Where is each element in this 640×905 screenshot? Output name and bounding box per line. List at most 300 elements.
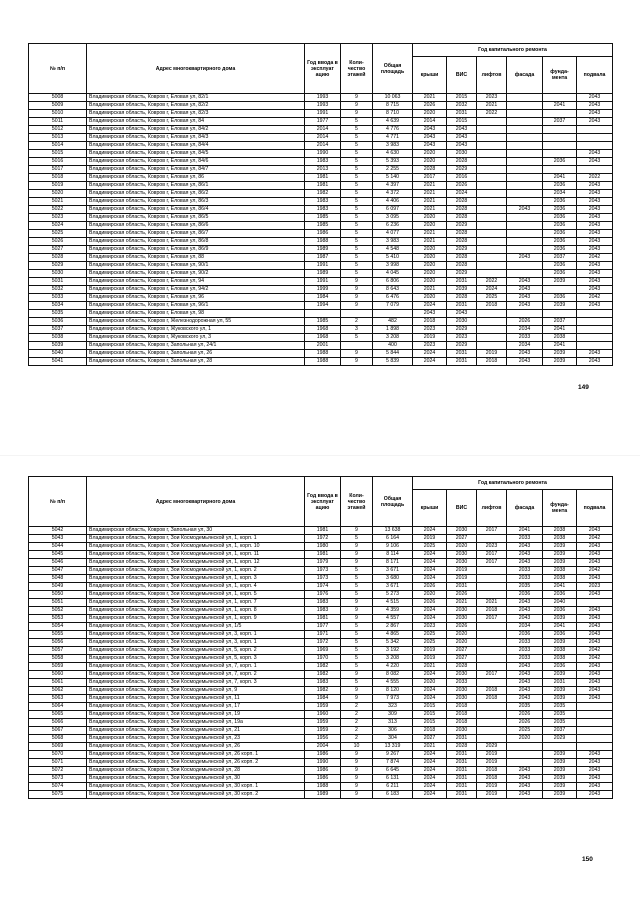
table-row bbox=[29, 599, 613, 607]
cell-basement: 2043 bbox=[577, 751, 613, 759]
cell-vis: 2028 bbox=[447, 214, 477, 222]
cell-floors: 3 bbox=[341, 326, 373, 334]
cell-lifts bbox=[477, 198, 507, 206]
table-row bbox=[29, 246, 613, 254]
table-row bbox=[29, 767, 613, 775]
cell-year: 1984 bbox=[305, 695, 341, 703]
cell-basement: 2043 bbox=[577, 695, 613, 703]
cell-basement bbox=[577, 703, 613, 711]
cell-facade bbox=[507, 158, 543, 166]
cell-facade: 2043 bbox=[507, 551, 543, 559]
cell-floors: 2 bbox=[341, 711, 373, 719]
cell-floors: 5 bbox=[341, 150, 373, 158]
cell-year: 1983 bbox=[305, 599, 341, 607]
cell-area: 1 898 bbox=[373, 326, 413, 334]
cell-address: Владимирская область, Ковров г, Еловая ул, 84/3 bbox=[87, 134, 305, 142]
table-row bbox=[29, 358, 613, 366]
cell-number: 5026 bbox=[29, 238, 87, 246]
cell-number: 5061 bbox=[29, 679, 87, 687]
cell-address: Владимирская область, Ковров г, Зои Космодемьянской ул, 1, корп. 11 bbox=[87, 551, 305, 559]
cell-number: 5059 bbox=[29, 663, 87, 671]
cell-lifts: 2019 bbox=[477, 791, 507, 799]
cell-roof: 2024 bbox=[413, 759, 447, 767]
cell-roof: 2019 bbox=[413, 655, 447, 663]
cell-address: Владимирская область, Ковров г, Зои Космодемьянской ул, 5, корп. 2 bbox=[87, 647, 305, 655]
cell-year: 1991 bbox=[305, 262, 341, 270]
cell-roof: 2021 bbox=[413, 190, 447, 198]
cell-facade: 2043 bbox=[507, 543, 543, 551]
cell-lifts: 2029 bbox=[477, 743, 507, 751]
table-row bbox=[29, 551, 613, 559]
table-row bbox=[29, 535, 613, 543]
table-row bbox=[29, 174, 613, 182]
cell-foundation: 2036 bbox=[543, 222, 577, 230]
cell-basement: 2043 bbox=[577, 94, 613, 102]
cell-area: 6 476 bbox=[373, 294, 413, 302]
cell-floors: 5 bbox=[341, 567, 373, 575]
cell-facade bbox=[507, 126, 543, 134]
header-facade: фасада bbox=[507, 490, 543, 527]
cell-number: 5032 bbox=[29, 286, 87, 294]
cell-foundation: 2038 bbox=[543, 334, 577, 342]
cell-lifts bbox=[477, 647, 507, 655]
cell-number: 5060 bbox=[29, 671, 87, 679]
cell-vis: 2030 bbox=[447, 671, 477, 679]
cell-vis: 2031 bbox=[447, 783, 477, 791]
header-repair-group: Год капитального ремонта bbox=[413, 477, 613, 490]
cell-floors: 9 bbox=[341, 294, 373, 302]
cell-foundation bbox=[543, 743, 577, 751]
cell-year: 1988 bbox=[305, 783, 341, 791]
cell-lifts bbox=[477, 655, 507, 663]
cell-basement: 2043 bbox=[577, 615, 613, 623]
cell-foundation: 2041 bbox=[543, 174, 577, 182]
cell-lifts bbox=[477, 719, 507, 727]
cell-roof: 2021 bbox=[413, 663, 447, 671]
cell-basement: 2043 bbox=[577, 631, 613, 639]
cell-roof: 2020 bbox=[413, 262, 447, 270]
cell-basement bbox=[577, 342, 613, 350]
cell-facade bbox=[507, 198, 543, 206]
cell-number: 5070 bbox=[29, 751, 87, 759]
cell-lifts: 2018 bbox=[477, 302, 507, 310]
cell-address: Владимирская область, Ковров г, Еловая ул, 84/7 bbox=[87, 166, 305, 174]
cell-number: 5028 bbox=[29, 254, 87, 262]
cell-area: 309 bbox=[373, 711, 413, 719]
cell-facade bbox=[507, 230, 543, 238]
cell-facade bbox=[507, 238, 543, 246]
table-row bbox=[29, 326, 613, 334]
cell-year: 1988 bbox=[305, 238, 341, 246]
cell-year: 1985 bbox=[305, 222, 341, 230]
cell-year: 1982 bbox=[305, 687, 341, 695]
cell-number: 5050 bbox=[29, 591, 87, 599]
cell-area: 3 192 bbox=[373, 647, 413, 655]
cell-facade bbox=[507, 110, 543, 118]
cell-foundation: 2039 bbox=[543, 695, 577, 703]
cell-floors: 5 bbox=[341, 270, 373, 278]
cell-basement bbox=[577, 310, 613, 318]
cell-address: Владимирская область, Ковров г, Еловая ул, 86/3 bbox=[87, 198, 305, 206]
cell-foundation: 2036 bbox=[543, 206, 577, 214]
cell-roof: 2028 bbox=[413, 166, 447, 174]
cell-floors: 9 bbox=[341, 102, 373, 110]
table-row bbox=[29, 663, 613, 671]
cell-number: 5009 bbox=[29, 102, 87, 110]
cell-number: 5041 bbox=[29, 358, 87, 366]
cell-basement: 2043 bbox=[577, 198, 613, 206]
cell-foundation: 2039 bbox=[543, 759, 577, 767]
cell-address: Владимирская область, Ковров г, Еловая ул, 86/1 bbox=[87, 182, 305, 190]
cell-address: Владимирская область, Ковров г, Еловая ул, 86/7 bbox=[87, 230, 305, 238]
cell-foundation: 2037 bbox=[543, 318, 577, 326]
cell-vis: 2026 bbox=[447, 591, 477, 599]
cell-roof: 2020 bbox=[413, 254, 447, 262]
cell-floors: 9 bbox=[341, 350, 373, 358]
cell-address: Владимирская область, Ковров г, Зои Космодемьянской ул, 26 корп. 1 bbox=[87, 751, 305, 759]
cell-year: 1956 bbox=[305, 735, 341, 743]
cell-area: 5 410 bbox=[373, 254, 413, 262]
cell-floors: 5 bbox=[341, 174, 373, 182]
cell-year: 1968 bbox=[305, 334, 341, 342]
cell-lifts bbox=[477, 270, 507, 278]
cell-vis: 2031 bbox=[447, 767, 477, 775]
cell-floors: 9 bbox=[341, 775, 373, 783]
cell-foundation: 2040 bbox=[543, 599, 577, 607]
cell-facade: 2036 bbox=[507, 631, 543, 639]
cell-basement: 2043 bbox=[577, 543, 613, 551]
cell-facade: 2026 bbox=[507, 318, 543, 326]
cell-basement: 2043 bbox=[577, 783, 613, 791]
cell-vis: 2031 bbox=[447, 350, 477, 358]
cell-area: 6 131 bbox=[373, 775, 413, 783]
cell-basement bbox=[577, 599, 613, 607]
cell-basement: 2043 bbox=[577, 102, 613, 110]
cell-foundation: 2036 bbox=[543, 158, 577, 166]
table-row bbox=[29, 751, 613, 759]
cell-roof: 2020 bbox=[413, 270, 447, 278]
cell-roof: 2021 bbox=[413, 206, 447, 214]
cell-floors: 2 bbox=[341, 318, 373, 326]
cell-facade: 2043 bbox=[507, 350, 543, 358]
cell-basement: 2043 bbox=[577, 214, 613, 222]
cell-number: 5022 bbox=[29, 206, 87, 214]
cell-number: 5011 bbox=[29, 118, 87, 126]
cell-floors: 5 bbox=[341, 334, 373, 342]
cell-roof: 2020 bbox=[413, 246, 447, 254]
cell-area: 7 874 bbox=[373, 759, 413, 767]
cell-lifts: 2018 bbox=[477, 695, 507, 703]
cell-floors: 5 bbox=[341, 158, 373, 166]
cell-number: 5033 bbox=[29, 294, 87, 302]
cell-vis: 2016 bbox=[447, 174, 477, 182]
cell-year: 1972 bbox=[305, 535, 341, 543]
cell-area: 7 079 bbox=[373, 302, 413, 310]
cell-vis: 2043 bbox=[447, 310, 477, 318]
table-row bbox=[29, 334, 613, 342]
cell-number: 5065 bbox=[29, 711, 87, 719]
table-row bbox=[29, 527, 613, 535]
cell-roof: 2020 bbox=[413, 222, 447, 230]
capital-repair-table bbox=[28, 476, 613, 799]
cell-address: Владимирская область, Ковров г, Зои Космодемьянской ул, 1, корп. 8 bbox=[87, 607, 305, 615]
cell-roof: 2020 bbox=[413, 591, 447, 599]
cell-basement: 2042 bbox=[577, 647, 613, 655]
cell-floors: 5 bbox=[341, 535, 373, 543]
cell-floors: 9 bbox=[341, 615, 373, 623]
cell-lifts bbox=[477, 126, 507, 134]
cell-address: Владимирская область, Ковров г, Жуковского ул, 3 bbox=[87, 334, 305, 342]
table-row bbox=[29, 631, 613, 639]
cell-year: 2004 bbox=[305, 743, 341, 751]
table-row bbox=[29, 286, 613, 294]
cell-area: 4 397 bbox=[373, 182, 413, 190]
cell-vis: 2030 bbox=[447, 607, 477, 615]
cell-basement: 2043 bbox=[577, 591, 613, 599]
cell-vis: 2030 bbox=[447, 150, 477, 158]
cell-basement: 2043 bbox=[577, 687, 613, 695]
cell-area: 4 776 bbox=[373, 126, 413, 134]
cell-basement bbox=[577, 727, 613, 735]
cell-floors: 9 bbox=[341, 559, 373, 567]
cell-roof: 2024 bbox=[413, 350, 447, 358]
cell-area: 3 998 bbox=[373, 262, 413, 270]
cell-vis: 2029 bbox=[447, 270, 477, 278]
cell-facade: 2025 bbox=[507, 727, 543, 735]
cell-floors: 5 bbox=[341, 647, 373, 655]
header-address: Адрес многоквартирного дома bbox=[87, 44, 305, 94]
cell-lifts bbox=[477, 326, 507, 334]
cell-foundation: 2034 bbox=[543, 190, 577, 198]
cell-year: 1959 bbox=[305, 703, 341, 711]
cell-roof: 2015 bbox=[413, 719, 447, 727]
cell-year: 1977 bbox=[305, 118, 341, 126]
cell-address: Владимирская область, Ковров г, Зои Космодемьянской ул, 26 корп. 2 bbox=[87, 759, 305, 767]
cell-area: 482 bbox=[373, 318, 413, 326]
table-row bbox=[29, 302, 613, 310]
cell-vis: 2027 bbox=[447, 535, 477, 543]
cell-facade bbox=[507, 222, 543, 230]
cell-year: 1979 bbox=[305, 559, 341, 567]
cell-vis: 2031 bbox=[447, 302, 477, 310]
cell-address: Владимирская область, Ковров г, Зои Космодемьянской ул, 1, корп. 4 bbox=[87, 583, 305, 591]
cell-number: 5040 bbox=[29, 350, 87, 358]
cell-year: 1983 bbox=[305, 607, 341, 615]
cell-address: Владимирская область, Ковров г, Зои Космодемьянской ул, 1, корп. 9 bbox=[87, 615, 305, 623]
cell-address: Владимирская область, Ковров г, Зои Космодемьянской ул, 3, корп. 1 bbox=[87, 631, 305, 639]
cell-floors: 5 bbox=[341, 663, 373, 671]
cell-lifts bbox=[477, 318, 507, 326]
cell-facade: 2033 bbox=[507, 639, 543, 647]
cell-area: 3 983 bbox=[373, 238, 413, 246]
cell-foundation: 2039 bbox=[543, 278, 577, 286]
cell-area: 10 063 bbox=[373, 94, 413, 102]
cell-vis: 2023 bbox=[447, 334, 477, 342]
table-row bbox=[29, 110, 613, 118]
cell-area: 6 164 bbox=[373, 535, 413, 543]
cell-lifts bbox=[477, 535, 507, 543]
table-row bbox=[29, 791, 613, 799]
cell-facade: 2035 bbox=[507, 583, 543, 591]
cell-number: 5044 bbox=[29, 543, 87, 551]
cell-floors: 5 bbox=[341, 639, 373, 647]
cell-area: 4 771 bbox=[373, 134, 413, 142]
cell-facade bbox=[507, 190, 543, 198]
cell-year: 1960 bbox=[305, 711, 341, 719]
cell-foundation bbox=[543, 94, 577, 102]
cell-facade: 2033 bbox=[507, 567, 543, 575]
cell-area: 6 236 bbox=[373, 222, 413, 230]
cell-vis: 2033 bbox=[447, 679, 477, 687]
cell-area: 4 045 bbox=[373, 270, 413, 278]
cell-roof: 2021 bbox=[413, 286, 447, 294]
table-row bbox=[29, 230, 613, 238]
table-row bbox=[29, 703, 613, 711]
cell-number: 5058 bbox=[29, 655, 87, 663]
cell-basement bbox=[577, 719, 613, 727]
cell-area: 6 806 bbox=[373, 278, 413, 286]
cell-lifts bbox=[477, 214, 507, 222]
cell-number: 5071 bbox=[29, 759, 87, 767]
cell-number: 5063 bbox=[29, 695, 87, 703]
cell-year: 1987 bbox=[305, 254, 341, 262]
cell-vis: 2028 bbox=[447, 262, 477, 270]
cell-roof: 2019 bbox=[413, 647, 447, 655]
cell-address: Владимирская область, Ковров г, Еловая ул, 96/1 bbox=[87, 302, 305, 310]
cell-address: Владимирская область, Ковров г, Еловая ул, 86 bbox=[87, 174, 305, 182]
cell-year: 1982 bbox=[305, 190, 341, 198]
cell-roof: 2020 bbox=[413, 294, 447, 302]
cell-basement: 2043 bbox=[577, 639, 613, 647]
table-row bbox=[29, 783, 613, 791]
cell-foundation bbox=[543, 110, 577, 118]
table-row bbox=[29, 102, 613, 110]
cell-address: Владимирская область, Ковров г, Запольная ул, 30 bbox=[87, 527, 305, 535]
cell-number: 5045 bbox=[29, 551, 87, 559]
cell-area: 3 208 bbox=[373, 655, 413, 663]
cell-foundation: 2038 bbox=[543, 567, 577, 575]
cell-lifts: 2021 bbox=[477, 102, 507, 110]
cell-roof: 2021 bbox=[413, 238, 447, 246]
cell-roof: 2020 bbox=[413, 110, 447, 118]
cell-floors: 9 bbox=[341, 759, 373, 767]
cell-address: Владимирская область, Ковров г, Еловая ул, 90/1 bbox=[87, 262, 305, 270]
cell-area: 5 273 bbox=[373, 591, 413, 599]
cell-lifts bbox=[477, 703, 507, 711]
cell-floors: 5 bbox=[341, 230, 373, 238]
cell-year: 2014 bbox=[305, 142, 341, 150]
cell-basement: 2043 bbox=[577, 158, 613, 166]
cell-roof: 2024 bbox=[413, 527, 447, 535]
cell-basement: 2042 bbox=[577, 254, 613, 262]
table-row bbox=[29, 150, 613, 158]
cell-foundation: 2041 bbox=[543, 583, 577, 591]
cell-floors: 5 bbox=[341, 262, 373, 270]
cell-vis: 2020 bbox=[447, 543, 477, 551]
cell-number: 5075 bbox=[29, 791, 87, 799]
cell-year: 1983 bbox=[305, 206, 341, 214]
cell-area: 5 844 bbox=[373, 350, 413, 358]
header-roof: крыши bbox=[413, 490, 447, 527]
cell-vis: 2030 bbox=[447, 318, 477, 326]
cell-vis: 2031 bbox=[447, 775, 477, 783]
cell-number: 5068 bbox=[29, 735, 87, 743]
cell-address: Владимирская область, Ковров г, Зои Космодемьянской ул, 21 bbox=[87, 727, 305, 735]
cell-address: Владимирская область, Ковров г, Еловая ул, 86/5 bbox=[87, 214, 305, 222]
cell-facade: 2026 bbox=[507, 719, 543, 727]
cell-basement: 2043 bbox=[577, 182, 613, 190]
cell-facade: 2034 bbox=[507, 623, 543, 631]
cell-lifts: 2025 bbox=[477, 294, 507, 302]
cell-lifts bbox=[477, 238, 507, 246]
cell-facade bbox=[507, 246, 543, 254]
header-vis: ВИС bbox=[447, 490, 477, 527]
cell-floors bbox=[341, 310, 373, 318]
cell-number: 5042 bbox=[29, 527, 87, 535]
cell-area: 400 bbox=[373, 342, 413, 350]
cell-foundation: 2036 bbox=[543, 663, 577, 671]
cell-facade: 2043 bbox=[507, 302, 543, 310]
cell-facade: 2033 bbox=[507, 655, 543, 663]
cell-basement bbox=[577, 711, 613, 719]
cell-floors: 5 bbox=[341, 222, 373, 230]
cell-floors: 5 bbox=[341, 142, 373, 150]
cell-lifts bbox=[477, 334, 507, 342]
cell-foundation: 2036 bbox=[543, 591, 577, 599]
cell-floors: 9 bbox=[341, 599, 373, 607]
header-address: Адрес многоквартирного дома bbox=[87, 477, 305, 527]
cell-roof: 2020 bbox=[413, 278, 447, 286]
cell-area: 3 671 bbox=[373, 583, 413, 591]
cell-number: 5037 bbox=[29, 326, 87, 334]
cell-address: Владимирская область, Ковров г, Зои Космодемьянской ул, 23 bbox=[87, 735, 305, 743]
cell-floors bbox=[341, 342, 373, 350]
cell-basement: 2043 bbox=[577, 551, 613, 559]
cell-area: 2 255 bbox=[373, 166, 413, 174]
cell-vis: 2026 bbox=[447, 182, 477, 190]
cell-floors: 5 bbox=[341, 182, 373, 190]
cell-facade: 2043 bbox=[507, 615, 543, 623]
cell-basement bbox=[577, 134, 613, 142]
cell-floors: 9 bbox=[341, 302, 373, 310]
cell-address: Владимирская область, Ковров г, Зои Космодемьянской ул, 5, корп. 3 bbox=[87, 655, 305, 663]
cell-facade bbox=[507, 166, 543, 174]
cell-floors: 5 bbox=[341, 583, 373, 591]
cell-basement: 2043 bbox=[577, 671, 613, 679]
cell-year: 1986 bbox=[305, 767, 341, 775]
cell-area: 13 638 bbox=[373, 527, 413, 535]
table-row bbox=[29, 711, 613, 719]
cell-vis: 2015 bbox=[447, 118, 477, 126]
cell-area: 4 220 bbox=[373, 663, 413, 671]
cell-year: 1994 bbox=[305, 302, 341, 310]
cell-roof: 2043 bbox=[413, 142, 447, 150]
cell-year: 1974 bbox=[305, 583, 341, 591]
cell-address: Владимирская область, Ковров г, Еловая ул, 86/4 bbox=[87, 206, 305, 214]
cell-lifts: 2018 bbox=[477, 775, 507, 783]
cell-basement: 2042 bbox=[577, 567, 613, 575]
header-repair-group: Год капитального ремонта bbox=[413, 44, 613, 57]
cell-facade: 2043 bbox=[507, 278, 543, 286]
cell-foundation: 2039 bbox=[543, 791, 577, 799]
cell-address: Владимирская область, Ковров г, Еловая ул, 82/2 bbox=[87, 102, 305, 110]
cell-vis: 2043 bbox=[447, 126, 477, 134]
cell-floors: 9 bbox=[341, 791, 373, 799]
cell-area: 6 183 bbox=[373, 791, 413, 799]
cell-lifts bbox=[477, 158, 507, 166]
cell-floors: 9 bbox=[341, 94, 373, 102]
cell-address: Владимирская область, Ковров г, Еловая ул, 86/6 bbox=[87, 222, 305, 230]
